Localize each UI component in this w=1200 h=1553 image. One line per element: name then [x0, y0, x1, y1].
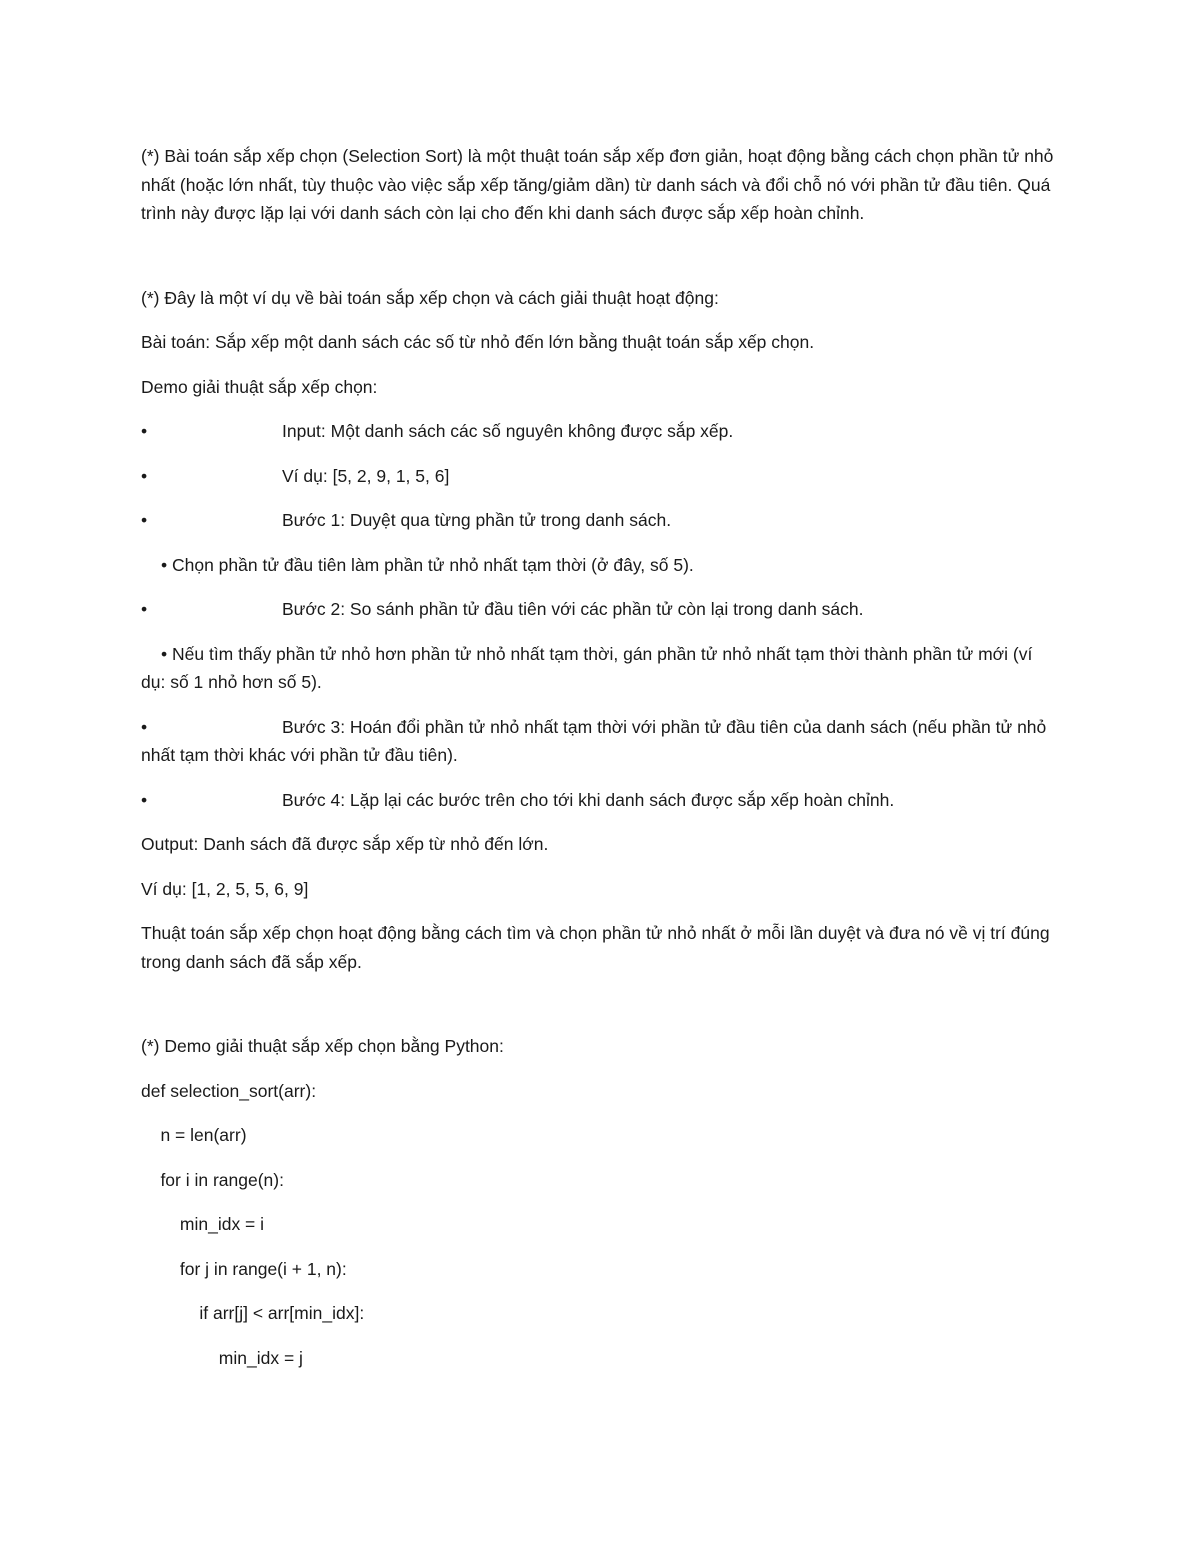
bullet-dot: • — [141, 510, 148, 530]
bullet-dot: • — [141, 421, 148, 441]
bullet-dot: • — [141, 465, 148, 486]
document-page — [141, 142, 1061, 1372]
step-1-sub-item — [141, 551, 1061, 580]
bullet-step-3 — [141, 713, 1061, 770]
bullet-dot: • — [141, 599, 148, 619]
bullet-input-text: Input: Một danh sách các số nguyên không được sắp xếp. — [282, 421, 734, 441]
demo-label: Demo giải thuật sắp xếp chọn: — [141, 376, 378, 397]
step-1-sub-text: • Chọn phần tử đầu tiên làm phần tử nhỏ nhất tạm thời (ở đây, số 5). — [161, 554, 694, 575]
bullet-dot: • — [141, 789, 148, 810]
bullet-dot: • — [141, 716, 148, 737]
code-line: for j in range(i + 1, n): — [141, 1258, 347, 1279]
code-block — [141, 1077, 1061, 1373]
python-heading: (*) Demo giải thuật sắp xếp chọn bằng Python: — [141, 1036, 504, 1056]
bullet-step-3-text: Bước 3: Hoán đổi phần tử nhỏ nhất tạm thời với phần tử đầu tiên của danh sách (nếu phần tử nhỏ nhất tạm thời khác với phần tử đầu tiên). — [141, 716, 1047, 765]
summary-paragraph: Thuật toán sắp xếp chọn hoạt động bằng cách tìm và chọn phần tử nhỏ nhất ở mỗi lần duyệt và đưa nó về vị trí đúng trong danh sách đã sắp xếp. — [141, 923, 1050, 972]
code-line: min_idx = i — [141, 1214, 265, 1234]
bullet-step-4-text: Bước 4: Lặp lại các bước trên cho tới khi danh sách được sắp xếp hoàn chỉnh. — [282, 789, 895, 810]
code-line: def selection_sort(arr): — [141, 1080, 317, 1101]
bullet-step-4 — [141, 786, 1061, 815]
example-output: Ví dụ: [1, 2, 5, 5, 6, 9] — [141, 878, 309, 899]
output-statement: Output: Danh sách đã được sắp xếp từ nhỏ đến lớn. — [141, 834, 549, 854]
bullet-example-input-text: Ví dụ: [5, 2, 9, 1, 5, 6] — [282, 465, 450, 486]
bullet-step-1-text: Bước 1: Duyệt qua từng phần tử trong danh sách. — [282, 510, 672, 530]
code-line: min_idx = j — [141, 1347, 303, 1368]
example-heading: (*) Đây là một ví dụ về bài toán sắp xếp chọn và cách giải thuật hoạt động: — [141, 287, 719, 308]
bullet-step-2-text: Bước 2: So sánh phần tử đầu tiên với các phần tử còn lại trong danh sách. — [282, 599, 864, 619]
code-line: if arr[j] < arr[min_idx]: — [141, 1303, 365, 1323]
code-line: for i in range(n): — [141, 1169, 284, 1190]
bullet-input — [141, 417, 1061, 446]
step-2-sub-item: • Nếu tìm thấy phần tử nhỏ hơn phần tử nhỏ nhất tạm thời, gán phần tử nhỏ nhất tạm thời thành phần tử mới (ví dụ: số 1 nhỏ hơn số 5). — [141, 643, 1033, 692]
bullet-example-input — [141, 462, 1061, 491]
bullet-step-2 — [141, 595, 1061, 624]
problem-statement: Bài toán: Sắp xếp một danh sách các số từ nhỏ đến lớn bằng thuật toán sắp xếp chọn. — [141, 332, 815, 352]
code-line: n = len(arr) — [141, 1125, 247, 1145]
intro-paragraph: (*) Bài toán sắp xếp chọn (Selection Sort) là một thuật toán sắp xếp đơn giản, hoạt động bằng cách chọn phần tử nhỏ nhất (hoặc lớn nhất, tùy thuộc vào việc sắp xếp tăng/giảm dần) từ danh sách và đổi chỗ nó với phần tử đầu tiên. Quá trình này được lặp lại với danh sách còn lại cho đến khi danh sách được sắp xếp hoàn chỉnh. — [141, 146, 1054, 223]
bullet-step-1 — [141, 506, 1061, 535]
